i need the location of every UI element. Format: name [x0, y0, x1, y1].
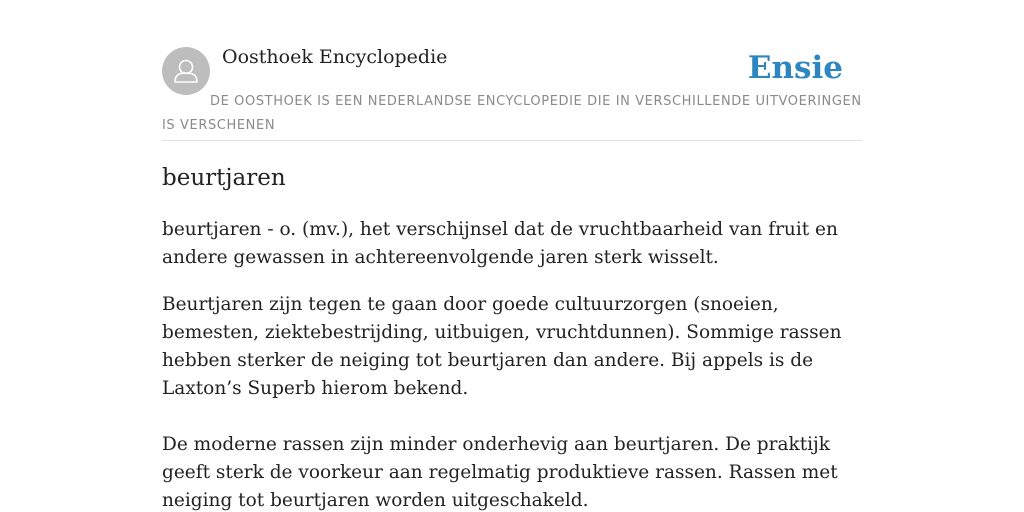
article-paragraph: beurtjaren - o. (mv.), het verschijnsel dat de vruchtbaarheid van fruit en andere gewassen in achtereenvolgende jaren sterk wisselt.: [162, 219, 838, 268]
site-name[interactable]: Oosthoek Encyclopedie: [222, 46, 448, 68]
article-title: beurtjaren: [162, 165, 286, 191]
user-icon: [162, 47, 210, 95]
brand-logo[interactable]: Ensie: [747, 50, 843, 86]
article: [162, 160, 862, 512]
article-paragraph: De moderne rassen zijn minder onderhevig aan beurtjaren. De praktijk geeft sterk de voorkeur aan regelmatig produktieve rassen. Rassen met neiging tot beurtjaren worden uitgeschakeld.: [162, 434, 838, 511]
author-avatar[interactable]: [162, 47, 210, 95]
article-paragraph: Beurtjaren zijn tegen te gaan door goede cultuurzorgen (snoeien, bemesten, ziektebestrijding, uitbuigen, vruchtdunnen). Sommige rassen hebben sterker de neiging tot beurtjaren dan andere. Bij appels is de Laxton’s Superb hierom bekend.: [162, 294, 842, 399]
site-tagline: DE OOSTHOEK IS EEN NEDERLANDSE ENCYCLOPEDIE DIE IN VERSCHILLENDE UITVOERINGEN IS VERSCHENEN: [162, 94, 862, 133]
header: [162, 40, 862, 141]
